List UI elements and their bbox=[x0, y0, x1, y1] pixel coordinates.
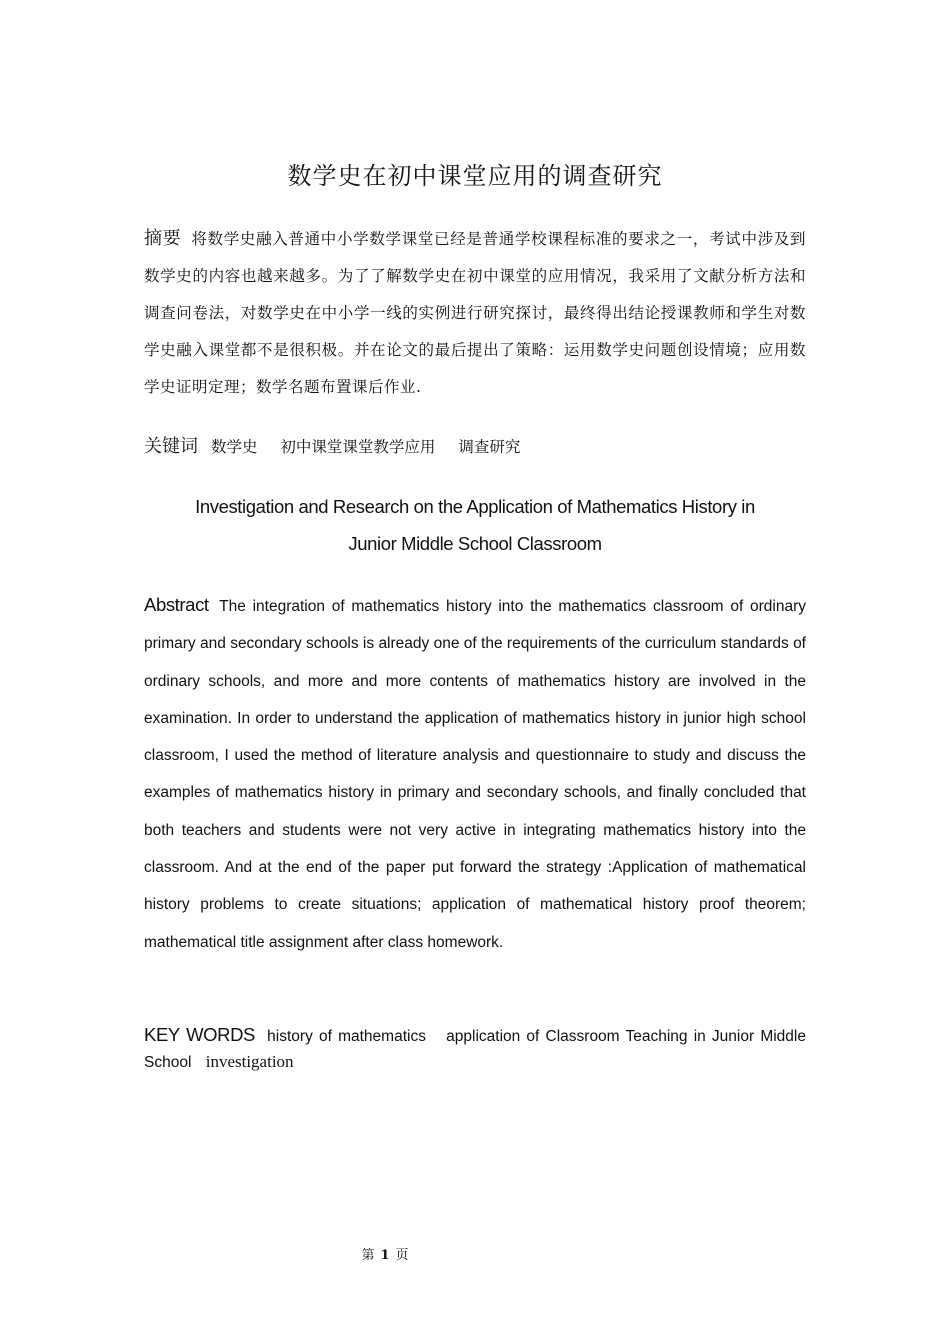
english-title bbox=[144, 488, 806, 562]
page-number: 1 bbox=[380, 1248, 390, 1263]
english-keywords-label: KEY WORDS bbox=[144, 1024, 255, 1045]
chinese-keywords bbox=[144, 428, 806, 466]
chinese-abstract-label: 摘要 bbox=[144, 228, 182, 249]
english-title-line: Junior Middle School Classroom bbox=[348, 533, 602, 554]
english-title-line: Investigation and Research on the Application of Mathematics History in bbox=[195, 496, 755, 517]
english-keywords bbox=[144, 1022, 806, 1075]
chinese-keyword: 初中课堂课堂教学应用 bbox=[280, 438, 436, 456]
page-footer-suffix: 页 bbox=[395, 1248, 409, 1263]
english-keyword: history of mathematics bbox=[267, 1028, 426, 1045]
english-abstract bbox=[144, 586, 806, 961]
chinese-abstract-text: 将数学史融入普通中小学数学课堂已经是普通学校课程标准的要求之一，考试中涉及到数学史的内容也越来越多。为了了解数学史在初中课堂的应用情况，我采用了文献分析方法和调查问卷法，对数学史在中小学一线的实例进行研究探讨，最终得出结论授课教师和学生对数学史融入课堂都不是很积极。并在论文的最后提出了策略：运用数学史问题创设情境；应用数学史证明定理；数学名题布置课后作业. bbox=[144, 230, 806, 396]
chinese-keyword: 调查研究 bbox=[458, 438, 521, 456]
chinese-abstract bbox=[144, 220, 806, 406]
english-keyword: application of Classroom Teaching in Junior Middle School bbox=[144, 1028, 806, 1071]
english-keyword: investigation bbox=[205, 1052, 294, 1071]
page-footer bbox=[0, 1246, 770, 1266]
page-footer-prefix: 第 bbox=[361, 1248, 375, 1263]
chinese-keywords-label: 关键词 bbox=[144, 436, 198, 457]
english-abstract-label: Abstract bbox=[144, 594, 209, 615]
chinese-title: 数学史在初中课堂应用的调查研究 bbox=[287, 162, 663, 190]
english-abstract-text: The integration of mathematics history into the mathematics classroom of ordinary primary and secondary schools is already one of the requirements of the curriculum standards of ordinary schools, and more and more contents of mathematics history are involved in the examination. In order to understand the application of mathematics history in junior high school classroom, I used the method of literature analysis and questionnaire to study and discuss the examples of mathematics history in primary and secondary schools, and finally concluded that both teachers and students were not very active in integrating mathematics history into the classroom. And at the end of the paper put forward the strategy :Application of mathematical history problems to create situations; application of mathematical history proof theorem; mathematical title assignment after class homework. bbox=[144, 598, 806, 951]
chinese-keyword: 数学史 bbox=[210, 438, 258, 456]
